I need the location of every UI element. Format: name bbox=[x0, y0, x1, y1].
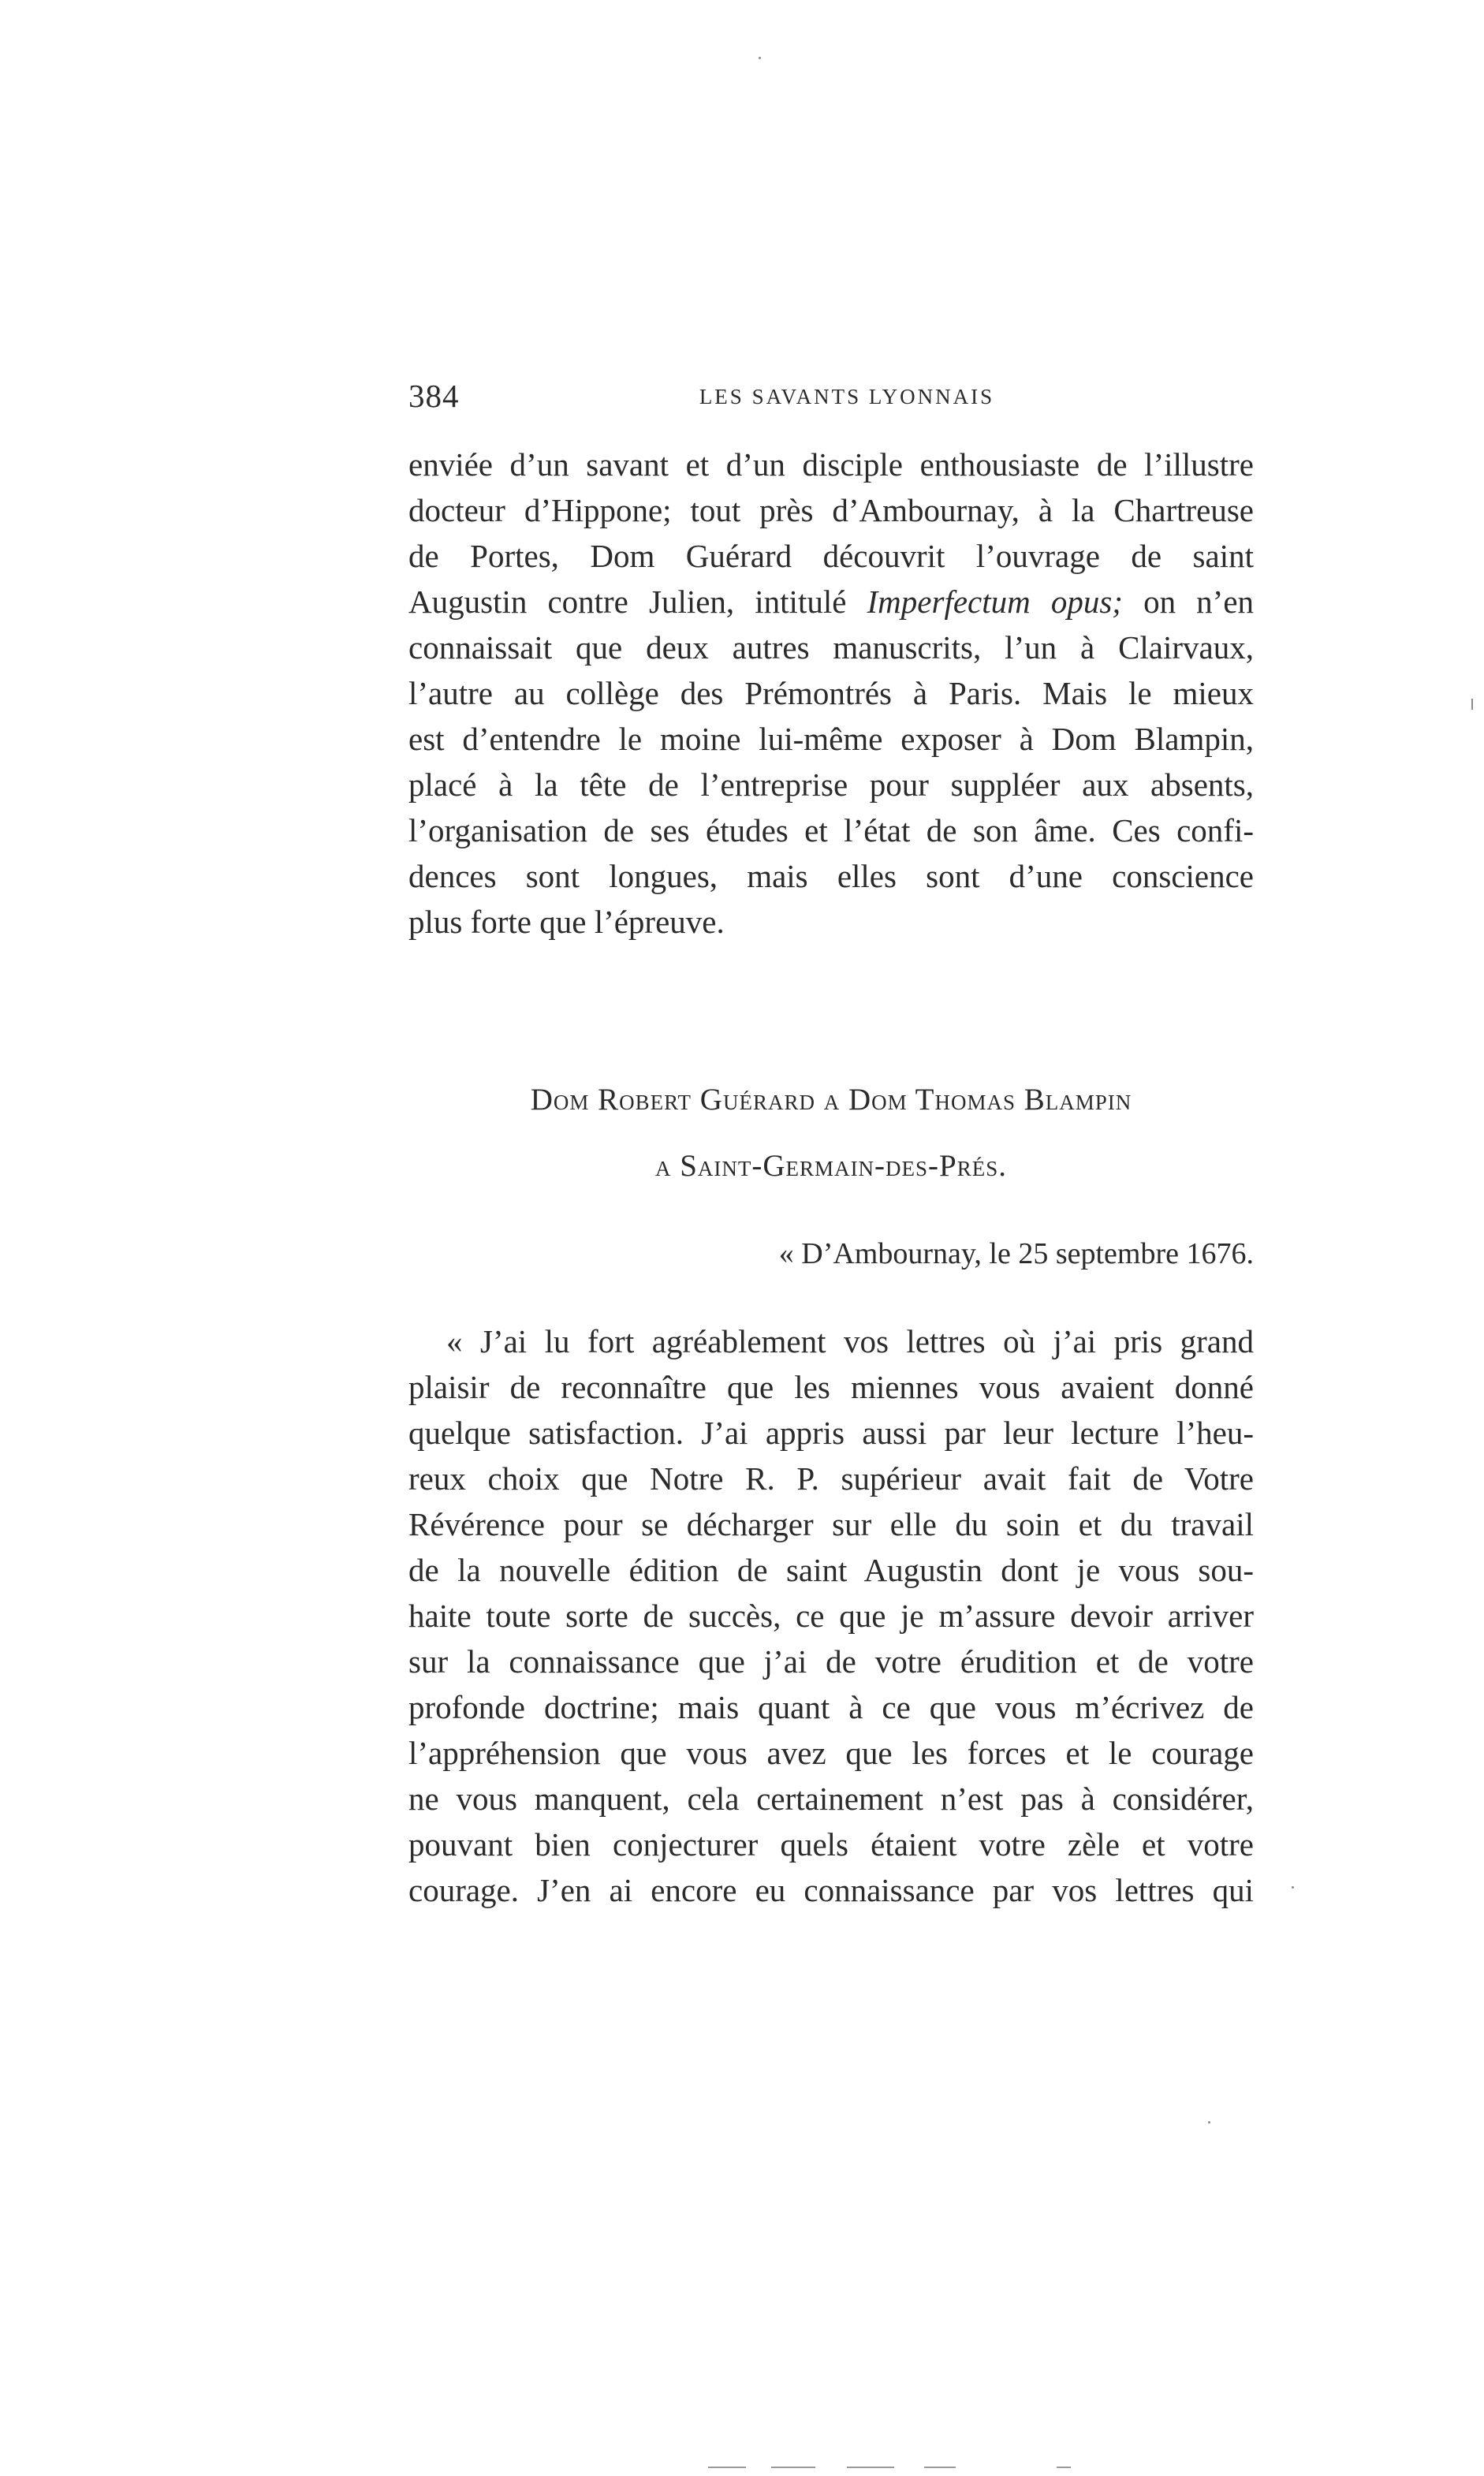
text-line: sur la connaissance que j’ai de votre érudition et de votre bbox=[408, 1643, 1254, 1680]
text-line: pouvant bien conjecturer quels étaient votre zèle et votre bbox=[408, 1826, 1254, 1863]
text-segment: on n’en bbox=[1143, 584, 1255, 620]
scan-artifact-rule bbox=[1057, 2467, 1071, 2468]
text-line: placé à la tête de l’entreprise pour suppléer aux absents, bbox=[408, 766, 1254, 803]
text-line: connaissait que deux autres manuscrits, l’un à Clairvaux, bbox=[408, 629, 1254, 666]
letter-title-line-1: Dom Robert Guérard a Dom Thomas Blampin bbox=[530, 1083, 1132, 1117]
scan-speck bbox=[1208, 2121, 1210, 2124]
text-line-with-italic bbox=[408, 579, 1254, 625]
text-line: l’autre au collège des Prémontrés à Paris. Mais le mieux bbox=[408, 675, 1254, 711]
text-line: profonde doctrine; mais quant à ce que vous m’écrivez de bbox=[408, 1689, 1254, 1725]
text-line: Révérence pour se décharger sur elle du soin et du travail bbox=[408, 1506, 1254, 1542]
text-line: de la nouvelle édition de saint Augustin dont je vous sou- bbox=[408, 1552, 1254, 1588]
text-line: enviée d’un savant et d’un disciple enthousiaste de l’illustre bbox=[408, 446, 1254, 483]
letter-paragraph bbox=[408, 1318, 1254, 1913]
text-line: docteur d’Hippone; tout près d’Ambournay, à la Chartreuse bbox=[408, 492, 1254, 528]
text-line: l’appréhension que vous avez que les forces et le courage bbox=[408, 1735, 1254, 1771]
page-header bbox=[408, 377, 1254, 424]
text-line: haite toute sorte de succès, ce que je m’assure devoir arriver bbox=[408, 1598, 1254, 1634]
text-line: courage. J’en ai encore eu connaissance par vos lettres qui bbox=[408, 1872, 1254, 1908]
text-line: de Portes, Dom Guérard découvrit l’ouvrage de saint bbox=[408, 538, 1254, 574]
text-line: plus forte que l’épreuve. bbox=[408, 904, 725, 940]
text-line: « J’ai lu fort agréablement vos lettres où j’ai pris grand bbox=[446, 1323, 1254, 1359]
text-line: quelque satisfaction. J’ai appris aussi par leur lecture l’heu- bbox=[408, 1415, 1254, 1451]
scan-speck bbox=[759, 57, 761, 59]
scan-speck bbox=[1471, 699, 1473, 710]
text-line: l’organisation de ses études et l’état de son âme. Ces confi- bbox=[408, 812, 1254, 848]
text-segment: Augustin contre Julien, intitulé bbox=[408, 584, 847, 620]
scan-artifact-rule bbox=[771, 2467, 815, 2468]
scan-artifact-rule bbox=[924, 2467, 956, 2468]
italic-title: Imperfectum opus; bbox=[867, 584, 1123, 620]
text-line: dences sont longues, mais elles sont d’une conscience bbox=[408, 858, 1254, 894]
scan-speck bbox=[1292, 1886, 1294, 1889]
letter-title-line-2: a Saint-Germain-des-Prés. bbox=[654, 1149, 1007, 1183]
letter-dateline: « D’Ambournay, le 25 septembre 1676. bbox=[778, 1237, 1254, 1270]
running-head: LES SAVANTS LYONNAIS bbox=[699, 385, 995, 408]
intro-paragraph bbox=[408, 442, 1254, 945]
text-line: plaisir de reconnaître que les miennes vous avaient donné bbox=[408, 1369, 1254, 1405]
text-line: reux choix que Notre R. P. supérieur avait fait de Votre bbox=[408, 1460, 1254, 1497]
page-number: 384 bbox=[408, 378, 460, 414]
scan-artifact-rule bbox=[708, 2467, 746, 2468]
scan-artifact-rule bbox=[847, 2467, 894, 2468]
text-line: est d’entendre le moine lui-même exposer à Dom Blampin, bbox=[408, 721, 1254, 757]
text-line: ne vous manquent, cela certainement n’est pas à considérer, bbox=[408, 1781, 1254, 1817]
